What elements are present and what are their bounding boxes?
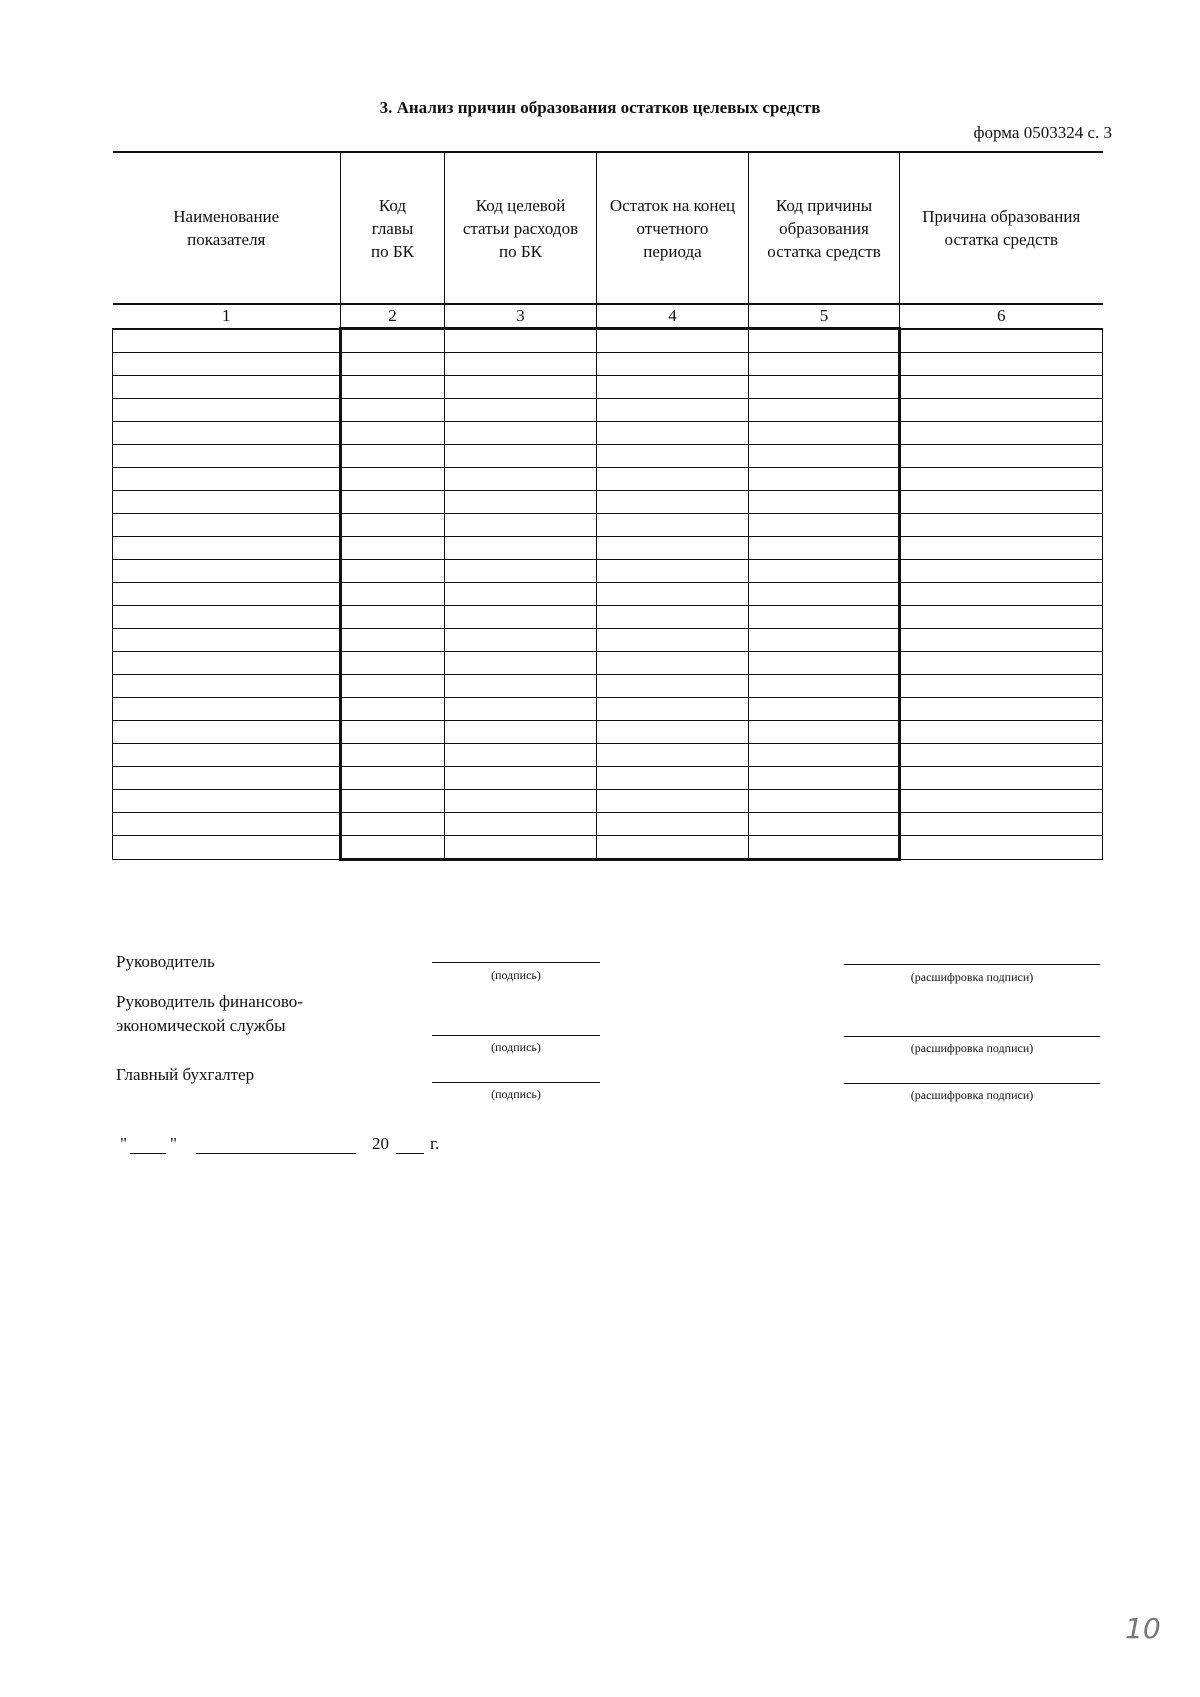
table-cell[interactable] (445, 583, 597, 606)
table-row (113, 629, 1103, 652)
table-cell[interactable] (113, 583, 341, 606)
table-cell[interactable] (900, 836, 1103, 860)
table-row (113, 698, 1103, 721)
table-cell[interactable] (341, 491, 445, 514)
date-day-field[interactable] (130, 1153, 166, 1154)
table-cell[interactable] (597, 698, 749, 721)
table-cell[interactable] (113, 422, 341, 445)
table-cell[interactable] (113, 468, 341, 491)
table-cell[interactable] (749, 790, 900, 813)
table-cell[interactable] (900, 606, 1103, 629)
table-cell[interactable] (445, 744, 597, 767)
table-cell[interactable] (900, 652, 1103, 675)
table-cell[interactable] (749, 422, 900, 445)
table-cell[interactable] (445, 514, 597, 537)
table-cell[interactable] (749, 560, 900, 583)
column-number: 1 (113, 304, 341, 329)
table-row (113, 422, 1103, 445)
table-cell[interactable] (445, 422, 597, 445)
table-cell[interactable] (597, 675, 749, 698)
finance-head-decoding-line[interactable] (844, 1036, 1100, 1037)
table-cell[interactable] (597, 399, 749, 422)
chief-accountant-decoding-line[interactable] (844, 1083, 1100, 1084)
table-cell[interactable] (749, 583, 900, 606)
table-cell[interactable] (900, 767, 1103, 790)
table-row (113, 514, 1103, 537)
table-row (113, 560, 1103, 583)
head-decoding-line[interactable] (844, 964, 1100, 965)
table-cell[interactable] (597, 767, 749, 790)
column-number: 2 (341, 304, 445, 329)
table-row (113, 813, 1103, 836)
table-cell[interactable] (341, 514, 445, 537)
table-cell[interactable] (597, 560, 749, 583)
table-cell[interactable] (341, 652, 445, 675)
table-cell[interactable] (597, 790, 749, 813)
table-cell[interactable] (900, 790, 1103, 813)
table-cell[interactable] (900, 721, 1103, 744)
table-cell[interactable] (341, 698, 445, 721)
table-cell[interactable] (341, 468, 445, 491)
table-cell[interactable] (749, 767, 900, 790)
form-code: форма 0503324 с. 3 (973, 123, 1112, 142)
page-number: 10 (1125, 1612, 1161, 1645)
table-cell[interactable] (445, 445, 597, 468)
table-cell[interactable] (445, 376, 597, 399)
table-row (113, 790, 1103, 813)
table-cell[interactable] (341, 376, 445, 399)
head-label: Руководитель (116, 952, 215, 971)
table-cell[interactable] (113, 813, 341, 836)
table-cell[interactable] (900, 675, 1103, 698)
column-number: 4 (597, 304, 749, 329)
table-cell[interactable] (749, 468, 900, 491)
table-cell[interactable] (341, 445, 445, 468)
table-cell[interactable] (900, 698, 1103, 721)
table-cell[interactable] (341, 813, 445, 836)
decoding-caption: (расшифровка подписи) (910, 1041, 1034, 1055)
table-cell[interactable] (749, 675, 900, 698)
table-cell[interactable] (749, 329, 900, 353)
table-cell[interactable] (113, 767, 341, 790)
table-cell[interactable] (341, 329, 445, 353)
table-row (113, 744, 1103, 767)
table-row (113, 399, 1103, 422)
table-cell[interactable] (900, 560, 1103, 583)
table-cell[interactable] (900, 813, 1103, 836)
table-cell[interactable] (597, 583, 749, 606)
table-cell[interactable] (597, 836, 749, 860)
table-row (113, 652, 1103, 675)
table-row (113, 468, 1103, 491)
table-cell[interactable] (341, 836, 445, 860)
table-cell[interactable] (749, 445, 900, 468)
table-cell[interactable] (113, 790, 341, 813)
table-cell[interactable] (445, 836, 597, 860)
date-month-field[interactable] (196, 1153, 356, 1154)
table-cell[interactable] (341, 353, 445, 376)
table-cell[interactable] (597, 813, 749, 836)
table-cell[interactable] (597, 629, 749, 652)
table-row (113, 767, 1103, 790)
table-cell[interactable] (445, 537, 597, 560)
table-cell[interactable] (445, 813, 597, 836)
table-cell[interactable] (445, 790, 597, 813)
table-cell[interactable] (341, 744, 445, 767)
table-row (113, 583, 1103, 606)
table-cell[interactable] (900, 468, 1103, 491)
table-cell[interactable] (113, 721, 341, 744)
column-number: 5 (749, 304, 900, 329)
table-cell[interactable] (113, 698, 341, 721)
table-row (113, 675, 1103, 698)
table-cell[interactable] (597, 353, 749, 376)
table-cell[interactable] (341, 767, 445, 790)
table-cell[interactable] (113, 836, 341, 860)
table-cell[interactable] (900, 422, 1103, 445)
table-cell[interactable] (597, 537, 749, 560)
table-cell[interactable] (113, 629, 341, 652)
table-cell[interactable] (445, 629, 597, 652)
table-cell[interactable] (597, 606, 749, 629)
table-cell[interactable] (749, 399, 900, 422)
table-cell[interactable] (900, 445, 1103, 468)
table-cell[interactable] (900, 376, 1103, 399)
table-row (113, 836, 1103, 860)
table-cell[interactable] (445, 675, 597, 698)
table-cell[interactable] (341, 606, 445, 629)
table-cell[interactable] (113, 353, 341, 376)
date-quote-open: " (120, 1134, 127, 1153)
table-row (113, 329, 1103, 353)
table-cell[interactable] (749, 652, 900, 675)
table-cell[interactable] (900, 329, 1103, 353)
table-cell[interactable] (341, 399, 445, 422)
table-cell[interactable] (749, 491, 900, 514)
header-cell: Код причины образования остатка средств (749, 152, 900, 304)
header-cell: Остаток на конец отчетного периода (597, 152, 749, 304)
table-cell[interactable] (445, 399, 597, 422)
header-cell: Код целевой статьи расходов по БК (445, 152, 597, 304)
signature-caption: (подпись) (491, 968, 541, 982)
header-cell: Причина образования остатка средств (900, 152, 1103, 304)
column-number: 3 (445, 304, 597, 329)
table-cell[interactable] (749, 836, 900, 860)
table-cell[interactable] (597, 376, 749, 399)
table-cell[interactable] (445, 606, 597, 629)
table-body (113, 329, 1103, 860)
table-cell[interactable] (445, 767, 597, 790)
table-cell[interactable] (900, 353, 1103, 376)
decoding-caption: (расшифровка подписи) (910, 1088, 1034, 1102)
header-row (113, 152, 1103, 304)
table-cell[interactable] (445, 698, 597, 721)
table-cell[interactable] (597, 491, 749, 514)
chief-accountant-label: Главный бухгалтер (116, 1065, 255, 1084)
table-cell[interactable] (597, 329, 749, 353)
table-cell[interactable] (597, 468, 749, 491)
date-quote-close: " (170, 1134, 177, 1153)
table-cell[interactable] (900, 744, 1103, 767)
table-cell[interactable] (445, 353, 597, 376)
table-cell[interactable] (445, 560, 597, 583)
table-row (113, 721, 1103, 744)
table-cell[interactable] (749, 376, 900, 399)
table-cell[interactable] (749, 813, 900, 836)
table-cell[interactable] (445, 721, 597, 744)
date-year-prefix: 20 (372, 1134, 389, 1153)
table-cell[interactable] (341, 675, 445, 698)
column-number-row (113, 304, 1103, 329)
table-cell[interactable] (341, 721, 445, 744)
table-cell[interactable] (597, 445, 749, 468)
table-cell[interactable] (900, 399, 1103, 422)
date-year-suffix: г. (430, 1134, 440, 1153)
date-year-field[interactable] (396, 1153, 424, 1154)
table-cell[interactable] (597, 721, 749, 744)
table-cell[interactable] (113, 376, 341, 399)
table-cell[interactable] (749, 537, 900, 560)
table-cell[interactable] (900, 514, 1103, 537)
decoding-caption: (расшифровка подписи) (910, 970, 1034, 984)
table-row (113, 445, 1103, 468)
table-cell[interactable] (749, 698, 900, 721)
table-cell[interactable] (445, 491, 597, 514)
finance-head-signature-line[interactable] (432, 1035, 600, 1036)
table-cell[interactable] (341, 583, 445, 606)
table-row (113, 537, 1103, 560)
table-cell[interactable] (341, 560, 445, 583)
table-cell[interactable] (900, 583, 1103, 606)
signature-caption: (подпись) (491, 1087, 541, 1101)
table-cell[interactable] (113, 560, 341, 583)
table-cell[interactable] (113, 675, 341, 698)
table-cell[interactable] (445, 652, 597, 675)
form-title: 3. Анализ причин образования остатков целевых средств (379, 98, 821, 117)
table-cell[interactable] (749, 721, 900, 744)
table-row (113, 376, 1103, 399)
table-cell[interactable] (749, 514, 900, 537)
signature-caption: (подпись) (491, 1040, 541, 1054)
table-cell[interactable] (900, 537, 1103, 560)
table-cell[interactable] (445, 468, 597, 491)
column-number: 6 (900, 304, 1103, 329)
header-cell: Наименование показателя (113, 152, 341, 304)
table-cell[interactable] (113, 744, 341, 767)
head-signature-line[interactable] (432, 962, 600, 963)
table-row (113, 353, 1103, 376)
table-cell[interactable] (597, 744, 749, 767)
table-cell[interactable] (749, 629, 900, 652)
table-cell[interactable] (341, 422, 445, 445)
table-cell[interactable] (597, 652, 749, 675)
table-cell[interactable] (445, 329, 597, 353)
table-cell[interactable] (113, 652, 341, 675)
table-cell[interactable] (341, 790, 445, 813)
table-cell[interactable] (113, 514, 341, 537)
table-cell[interactable] (113, 329, 341, 353)
table-cell[interactable] (749, 744, 900, 767)
table-cell[interactable] (113, 445, 341, 468)
table-cell[interactable] (113, 606, 341, 629)
chief-accountant-signature-line[interactable] (432, 1082, 600, 1083)
table-cell[interactable] (341, 629, 445, 652)
table-row (113, 606, 1103, 629)
finance-head-label: Руководитель финансово- экономической службы (116, 992, 303, 1035)
header-cell: Код главы по БК (341, 152, 445, 304)
table-row (113, 491, 1103, 514)
table-cell[interactable] (597, 514, 749, 537)
table-cell[interactable] (749, 353, 900, 376)
table-cell[interactable] (113, 537, 341, 560)
analysis-table (112, 151, 1103, 861)
table-cell[interactable] (900, 629, 1103, 652)
table-cell[interactable] (113, 399, 341, 422)
table-cell[interactable] (749, 606, 900, 629)
table-cell[interactable] (113, 491, 341, 514)
table-cell[interactable] (597, 422, 749, 445)
table-cell[interactable] (341, 537, 445, 560)
table-cell[interactable] (900, 491, 1103, 514)
